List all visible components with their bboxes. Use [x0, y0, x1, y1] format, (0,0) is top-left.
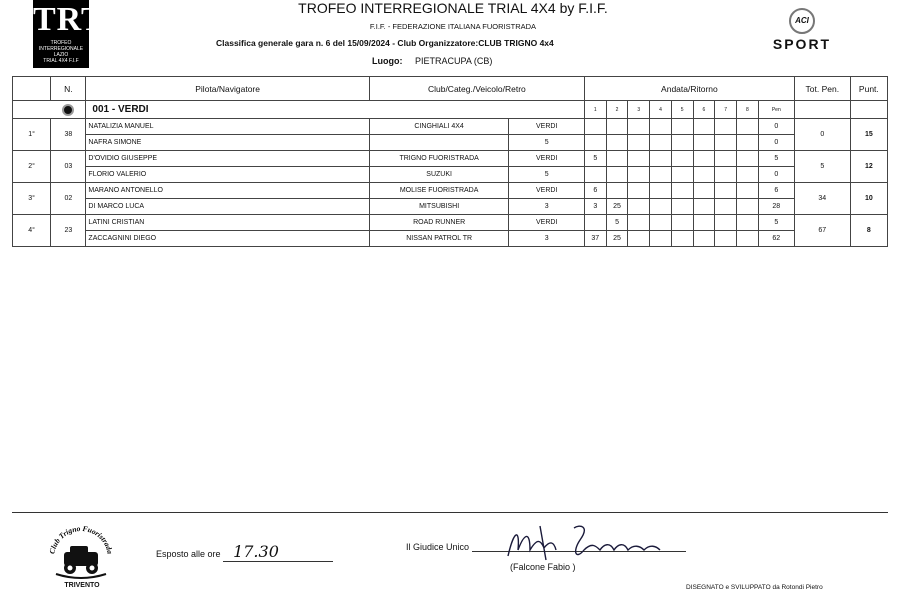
total-penalty-cell: 5: [794, 151, 850, 183]
section-score-cell: [736, 183, 758, 199]
number-cell: 03: [51, 151, 86, 183]
section-score-cell: [650, 135, 672, 151]
number-cell: 02: [51, 183, 86, 215]
number-cell: 38: [51, 119, 86, 151]
section-score-cell: [671, 231, 693, 247]
position-cell: 2°: [13, 151, 51, 183]
section-score-cell: [736, 151, 758, 167]
mini-col-7: 7: [715, 101, 737, 119]
vehicle-cell: SUZUKI: [369, 167, 509, 183]
table-row: [13, 199, 888, 215]
navigator-cell: FLORIO VALERIO: [86, 167, 369, 183]
number-cell: 23: [51, 215, 86, 247]
location: [372, 56, 492, 66]
section-score-cell: [736, 231, 758, 247]
section-score-cell: [671, 167, 693, 183]
section-score-cell: [628, 199, 650, 215]
vehicle-cell: NISSAN PATROL TR: [369, 231, 509, 247]
section-score-cell: [628, 215, 650, 231]
section-score-cell: [671, 135, 693, 151]
section-score-cell: [606, 135, 628, 151]
vehicle-cell: [369, 135, 509, 151]
section-score-cell: 3: [584, 199, 606, 215]
section-score-cell: [671, 119, 693, 135]
category-cell: VERDI: [509, 183, 585, 199]
navigator-cell: NAFRA SIMONE: [86, 135, 369, 151]
retro-cell: 5: [509, 167, 585, 183]
section-score-cell: [671, 215, 693, 231]
penalty-total-2-cell: 0: [758, 167, 794, 183]
table-header-row: [13, 77, 888, 101]
total-penalty-cell: 34: [794, 183, 850, 215]
section-score-cell: [715, 215, 737, 231]
judge-label: Il Giudice Unico: [406, 542, 470, 552]
section-score-cell: 37: [584, 231, 606, 247]
section-score-cell: [606, 167, 628, 183]
trt-logo-line-1: TROFEO INTERREGIONALE: [38, 40, 84, 52]
section-score-cell: [715, 151, 737, 167]
section-score-cell: [606, 151, 628, 167]
section-score-cell: [693, 215, 715, 231]
race-info: Classifica generale gara n. 6 del 15/09/2024 - Club Organizzatore:CLUB TRIGNO 4x4: [216, 38, 554, 48]
retro-cell: 3: [509, 231, 585, 247]
pilota-header: Pilota/Navigatore: [86, 77, 369, 101]
points-cell: 15: [850, 119, 887, 151]
mini-col-5: 5: [671, 101, 693, 119]
credits: DISEGNATO e SVILUPPATO da Rotondi Pietro: [686, 584, 823, 591]
mini-col-8: 8: [736, 101, 758, 119]
position-cell: 1°: [13, 119, 51, 151]
penalty-total-1-cell: 5: [758, 151, 794, 167]
club-cell: MOLISE FUORISTRADA: [369, 183, 509, 199]
section-score-cell: [650, 151, 672, 167]
section-score-cell: [736, 119, 758, 135]
navigator-cell: ZACCAGNINI DIEGO: [86, 231, 369, 247]
club-trigno-logo: [46, 522, 116, 584]
section-score-cell: [671, 151, 693, 167]
category-totpen-empty: [794, 101, 850, 119]
section-score-cell: [584, 215, 606, 231]
table-row: [13, 151, 888, 167]
section-score-cell: [693, 199, 715, 215]
section-score-cell: [715, 119, 737, 135]
judge-name: (Falcone Fabio ): [510, 562, 576, 572]
judge-signature: [500, 520, 670, 566]
category-cell: VERDI: [509, 119, 585, 135]
pilot-cell: D'OVIDIO GIUSEPPE: [86, 151, 369, 167]
section-score-cell: [628, 119, 650, 135]
location-label: Luogo:: [372, 56, 403, 66]
retro-cell: 3: [509, 199, 585, 215]
section-score-cell: [650, 215, 672, 231]
category-cell: VERDI: [509, 151, 585, 167]
section-score-cell: [715, 231, 737, 247]
section-score-cell: [715, 183, 737, 199]
section-score-cell: [693, 151, 715, 167]
andata-header: Andata/Ritorno: [584, 77, 794, 101]
table-row: [13, 183, 888, 199]
mini-col-1: 1: [584, 101, 606, 119]
category-dot-icon: [62, 104, 74, 116]
section-score-cell: [650, 199, 672, 215]
location-value: PIETRACUPA (CB): [415, 56, 493, 66]
trt-logo-text: TRT: [33, 1, 105, 38]
section-score-cell: [650, 231, 672, 247]
document-subtitle: F.I.F. - FEDERAZIONE ITALIANA FUORISTRADA: [369, 22, 537, 31]
section-score-cell: 5: [584, 151, 606, 167]
mini-col-6: 6: [693, 101, 715, 119]
section-score-cell: [693, 231, 715, 247]
exposure-label: Esposto alle ore: [156, 549, 221, 559]
mini-col-3: 3: [628, 101, 650, 119]
mini-col-2: 2: [606, 101, 628, 119]
section-score-cell: [736, 199, 758, 215]
n-header: N.: [51, 77, 86, 101]
navigator-cell: DI MARCO LUCA: [86, 199, 369, 215]
section-score-cell: [650, 119, 672, 135]
trt-logo-line-2: LAZIO: [53, 52, 69, 58]
position-cell: 3°: [13, 183, 51, 215]
club-logo-arc-text: Club Trigno Fuoristrada: [47, 523, 115, 555]
club-name: TRIVENTO: [64, 582, 100, 589]
aci-icon: ACI: [789, 8, 815, 34]
section-score-cell: [693, 119, 715, 135]
pilot-cell: NATALIZIA MANUEL: [86, 119, 369, 135]
section-score-cell: [628, 151, 650, 167]
results-table: [12, 76, 888, 247]
pilot-cell: LATINI CRISTIAN: [86, 215, 369, 231]
section-score-cell: [606, 119, 628, 135]
section-score-cell: [736, 135, 758, 151]
section-score-cell: [693, 183, 715, 199]
points-cell: 12: [850, 151, 887, 183]
section-score-cell: [671, 199, 693, 215]
points-cell: 8: [850, 215, 887, 247]
penalty-total-2-cell: 62: [758, 231, 794, 247]
section-score-cell: [584, 119, 606, 135]
club-cell: TRIGNO FUORISTRADA: [369, 151, 509, 167]
penalty-total-1-cell: 5: [758, 215, 794, 231]
section-score-cell: [736, 167, 758, 183]
table-row: [13, 119, 888, 135]
exposure-time: [156, 542, 333, 562]
penalty-total-2-cell: 28: [758, 199, 794, 215]
section-score-cell: [715, 167, 737, 183]
category-cell: VERDI: [509, 215, 585, 231]
section-score-cell: [628, 135, 650, 151]
section-score-cell: [628, 167, 650, 183]
section-score-cell: [628, 231, 650, 247]
penalty-total-1-cell: 6: [758, 183, 794, 199]
section-score-cell: 6: [584, 183, 606, 199]
penalty-total-2-cell: 0: [758, 135, 794, 151]
aci-sport-logo: [762, 8, 842, 52]
document-title: TROFEO INTERREGIONALE TRIAL 4X4 by F.I.F.: [298, 0, 608, 16]
sport-text: SPORT: [772, 36, 832, 52]
category-spacer: [13, 101, 51, 119]
section-score-cell: [671, 183, 693, 199]
totpen-header: Tot. Pen.: [794, 77, 850, 101]
table-row: [13, 167, 888, 183]
category-row: [13, 101, 888, 119]
table-row: [13, 215, 888, 231]
section-score-cell: [650, 183, 672, 199]
penalty-total-1-cell: 0: [758, 119, 794, 135]
exposure-time-value: 17.30: [223, 542, 333, 562]
category-punt-empty: [850, 101, 887, 119]
section-score-cell: 25: [606, 231, 628, 247]
section-score-cell: [693, 167, 715, 183]
section-score-cell: [693, 135, 715, 151]
punt-header: Punt.: [850, 77, 887, 101]
club-cell: ROAD RUNNER: [369, 215, 509, 231]
retro-cell: 5: [509, 135, 585, 151]
section-score-cell: 25: [606, 199, 628, 215]
category-dot-cell: [51, 101, 86, 119]
section-score-cell: [584, 167, 606, 183]
section-score-cell: 5: [606, 215, 628, 231]
section-score-cell: [736, 215, 758, 231]
section-score-cell: [715, 135, 737, 151]
mini-col-pen: Pen: [758, 101, 794, 119]
pilot-cell: MARANO ANTONELLO: [86, 183, 369, 199]
club-cell: CINGHIALI 4X4: [369, 119, 509, 135]
trt-logo-line-3: TRIAL 4X4 F.I.F: [43, 58, 79, 64]
club-header: Club/Categ./Veicolo/Retro: [369, 77, 584, 101]
points-cell: 10: [850, 183, 887, 215]
position-cell: 4°: [13, 215, 51, 247]
total-penalty-cell: 67: [794, 215, 850, 247]
vehicle-cell: MITSUBISHI: [369, 199, 509, 215]
total-penalty-cell: 0: [794, 119, 850, 151]
section-score-cell: [584, 135, 606, 151]
table-row: [13, 135, 888, 151]
mini-col-4: 4: [650, 101, 672, 119]
table-row: [13, 231, 888, 247]
pos-header: [13, 77, 51, 101]
section-score-cell: [650, 167, 672, 183]
footer-divider: [12, 512, 888, 513]
category-name: 001 - VERDI: [86, 101, 585, 119]
section-score-cell: [715, 199, 737, 215]
section-score-cell: [628, 183, 650, 199]
section-score-cell: [606, 183, 628, 199]
